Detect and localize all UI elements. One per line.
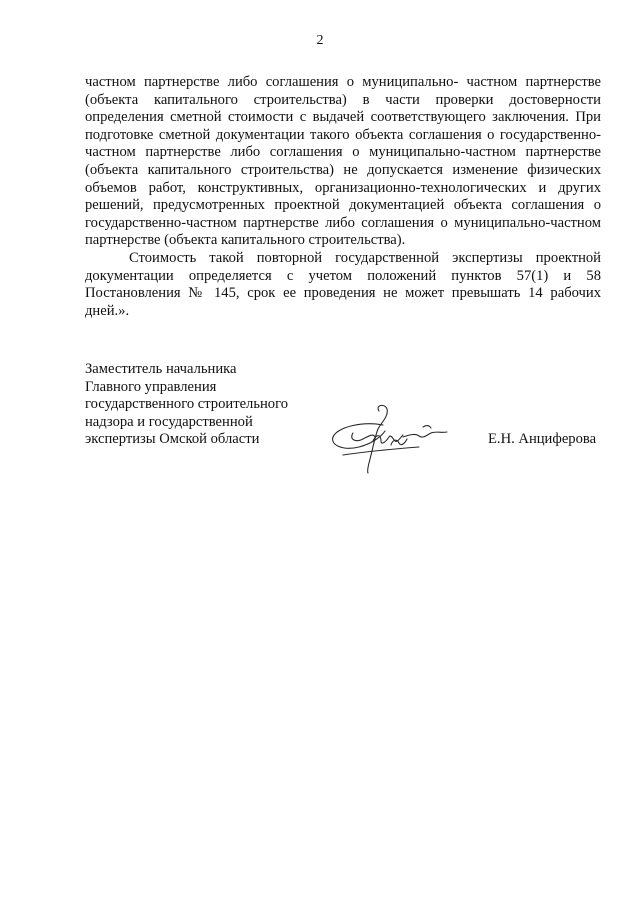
handwritten-signature (323, 403, 453, 478)
body-paragraph-1: частном партнерстве либо соглашения о муниципально- частном партнерстве (объекта капитального строительства) в части проверки достоверности определения сметной стоимости с выдачей соответствующего заключения. При подготовке сметной документации такого объекта соглашения о государственно-частном партнерстве либо соглашения о муниципально-частном партнерстве (объекта капитального строительства) не допускается изменение физических объемов работ, конструктивных, организационно-технологических и других решений, предусмотренных проектной документацией объекта соглашения о государственно-частном партнерстве либо соглашения о муниципально-частном партнерстве (объекта капитального строительства). (85, 74, 601, 249)
signer-name: Е.Н. Анциферова (488, 431, 597, 447)
signature-block (85, 361, 605, 481)
signer-position-line-3: государственного строительного (85, 396, 289, 413)
signer-position-line-5: экспертизы Омской области (85, 431, 260, 448)
signer-position (85, 361, 288, 449)
signer-position-line-2: Главного управления (85, 378, 217, 395)
page-number: 2 (316, 33, 324, 48)
document-body (85, 74, 601, 320)
signer-position-line-4: надзора и государственной (85, 413, 253, 430)
signer-position-line-1: Заместитель начальника (85, 361, 237, 377)
body-paragraph-2: Стоимость такой повторной государственной экспертизы проектной документации определяется с учетом положений пунктов 57(1) и 58 Постановления № 145, срок ее проведения не может превышать 14 рабочих дней.». (85, 249, 601, 319)
